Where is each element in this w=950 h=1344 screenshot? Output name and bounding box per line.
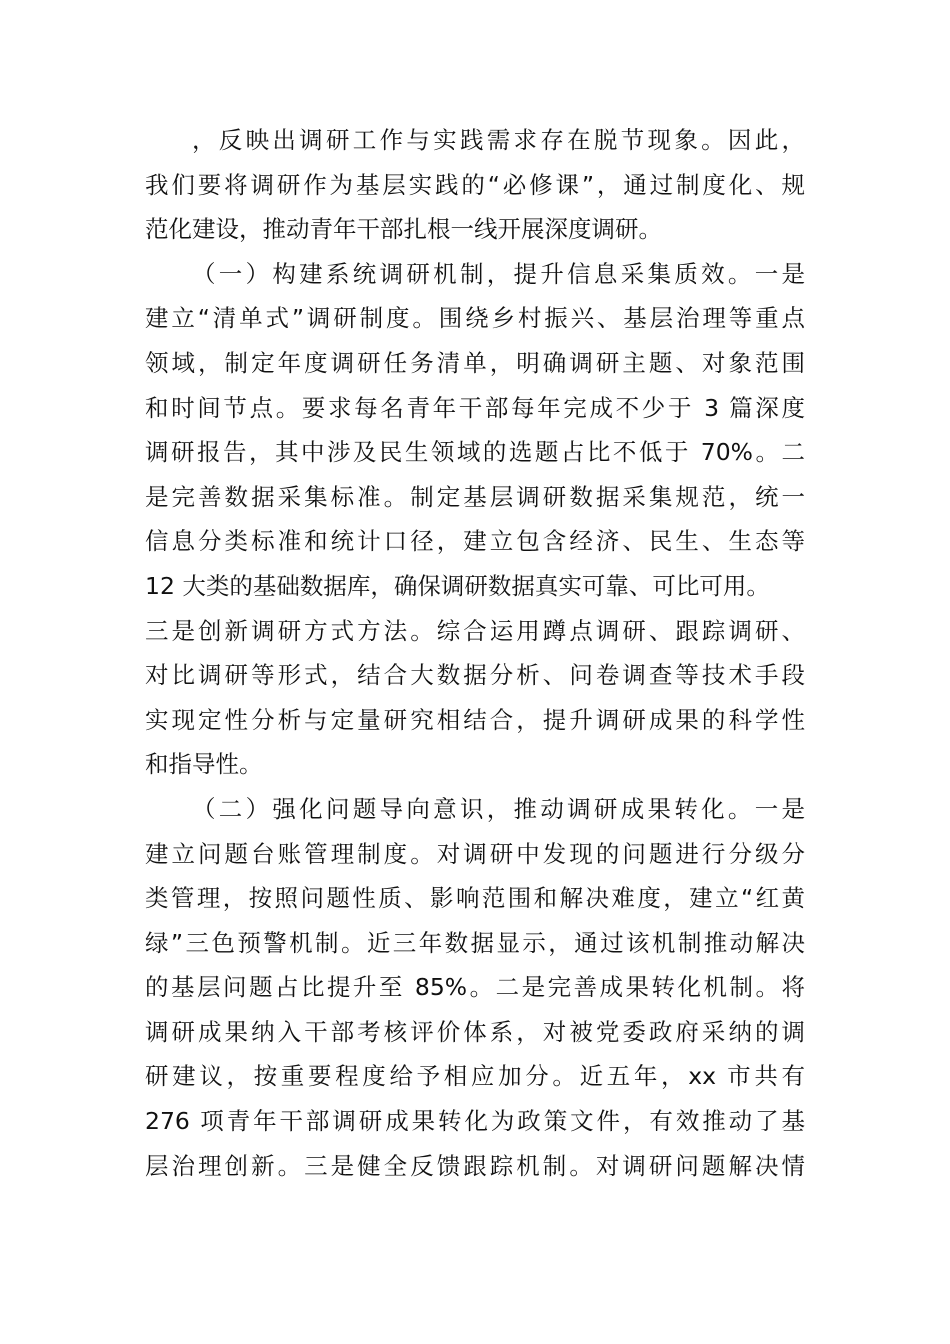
- text-line: ，反映出调研工作与实践需求存在脱节现象。因此，: [192, 126, 805, 154]
- text-line: 范化建设，推动青年干部扎根一线开展深度调研。: [145, 215, 662, 244]
- text-line: 12 大类的基础数据库，确保调研数据真实可靠、可比可用。: [145, 571, 770, 600]
- text-line: 建立问题台账管理制度。对调研中发现的问题进行分级分: [145, 839, 805, 868]
- text-line: 对比调研等形式，结合大数据分析、问卷调查等技术手段: [145, 661, 805, 690]
- text-line: 研建议，按重要程度给予相应加分。近五年，xx 市共有: [145, 1062, 805, 1091]
- text-line: 信息分类标准和统计口径，建立包含经济、民生、生态等: [145, 527, 805, 556]
- text-line: 层治理创新。三是健全反馈跟踪机制。对调研问题解决情: [145, 1151, 805, 1180]
- text-line: 实现定性分析与定量研究相结合，提升调研成果的科学性: [145, 705, 805, 734]
- text-line: 276 项青年干部调研成果转化为政策文件，有效推动了基: [145, 1107, 805, 1136]
- text-line: 领域，制定年度调研任务清单，明确调研主题、对象范围: [145, 348, 805, 377]
- text-line: 建立“清单式”调研制度。围绕乡村振兴、基层治理等重点: [145, 304, 805, 333]
- body-text: [145, 118, 805, 1188]
- text-line: 三是创新调研方式方法。综合运用蹲点调研、跟踪调研、: [145, 616, 805, 645]
- text-line: 和时间节点。要求每名青年干部每年完成不少于 3 篇深度: [145, 393, 805, 422]
- text-line: 调研报告，其中涉及民生领域的选题占比不低于 70%。二: [145, 438, 805, 467]
- text-line: 的基层问题占比提升至 85%。二是完善成果转化机制。将: [145, 973, 805, 1002]
- section-heading-line: （二）强化问题导向意识，推动调研成果转化。一是: [192, 794, 805, 823]
- section-heading-line: （一）构建系统调研机制，提升信息采集质效。一是: [192, 259, 805, 288]
- text-line: 是完善数据采集标准。制定基层调研数据采集规范，统一: [145, 482, 805, 511]
- text-line: 绿”三色预警机制。近三年数据显示，通过该机制推动解决: [145, 928, 805, 957]
- text-line: 我们要将调研作为基层实践的“必修课”，通过制度化、规: [145, 170, 805, 199]
- text-line: 类管理，按照问题性质、影响范围和解决难度，建立“红黄: [145, 884, 805, 913]
- text-line: 调研成果纳入干部考核评价体系，对被党委政府采纳的调: [145, 1017, 805, 1046]
- text-line: 和指导性。: [145, 750, 263, 779]
